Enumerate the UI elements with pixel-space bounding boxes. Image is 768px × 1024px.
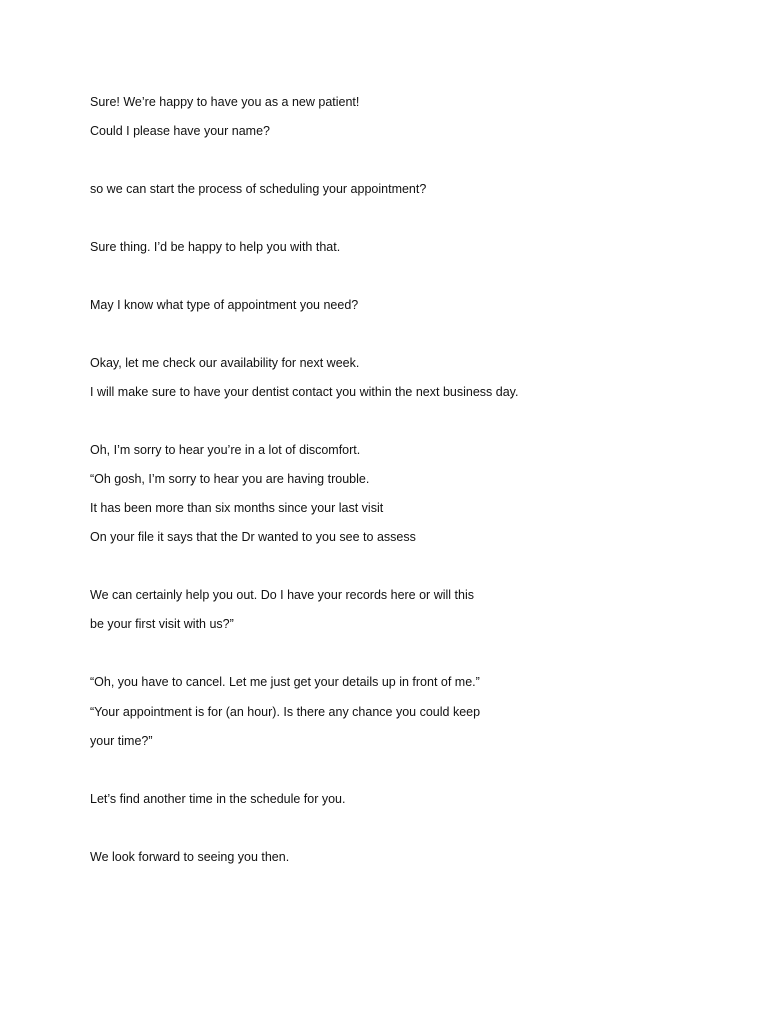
text-line: Sure thing. I’d be happy to help you with that. — [90, 240, 341, 254]
text-line: I will make sure to have your dentist contact you within the next business day. — [90, 385, 519, 399]
text-line: Let’s find another time in the schedule for you. — [90, 792, 346, 806]
text-line: be your first visit with us?” — [90, 617, 234, 631]
text-line: May I know what type of appointment you need? — [90, 298, 359, 312]
text-line: your time?” — [90, 734, 153, 748]
text-line: It has been more than six months since your last visit — [90, 501, 384, 515]
text-line: so we can start the process of scheduling your appointment? — [90, 182, 427, 196]
text-line: On your file it says that the Dr wanted to you see to assess — [90, 530, 416, 544]
text-line: Oh, I’m sorry to hear you’re in a lot of discomfort. — [90, 443, 361, 457]
text-line: “Your appointment is for (an hour). Is there any chance you could keep — [90, 705, 481, 719]
text-line: Okay, let me check our availability for next week. — [90, 356, 360, 370]
text-line: “Oh gosh, I’m sorry to hear you are having trouble. — [90, 472, 370, 486]
text-line: We look forward to seeing you then. — [90, 850, 290, 864]
text-line: Could I please have your name? — [90, 124, 270, 138]
text-line: “Oh, you have to cancel. Let me just get your details up in front of me.” — [90, 675, 480, 689]
text-line: We can certainly help you out. Do I have your records here or will this — [90, 588, 474, 602]
text-line: Sure! We’re happy to have you as a new patient! — [90, 95, 360, 109]
